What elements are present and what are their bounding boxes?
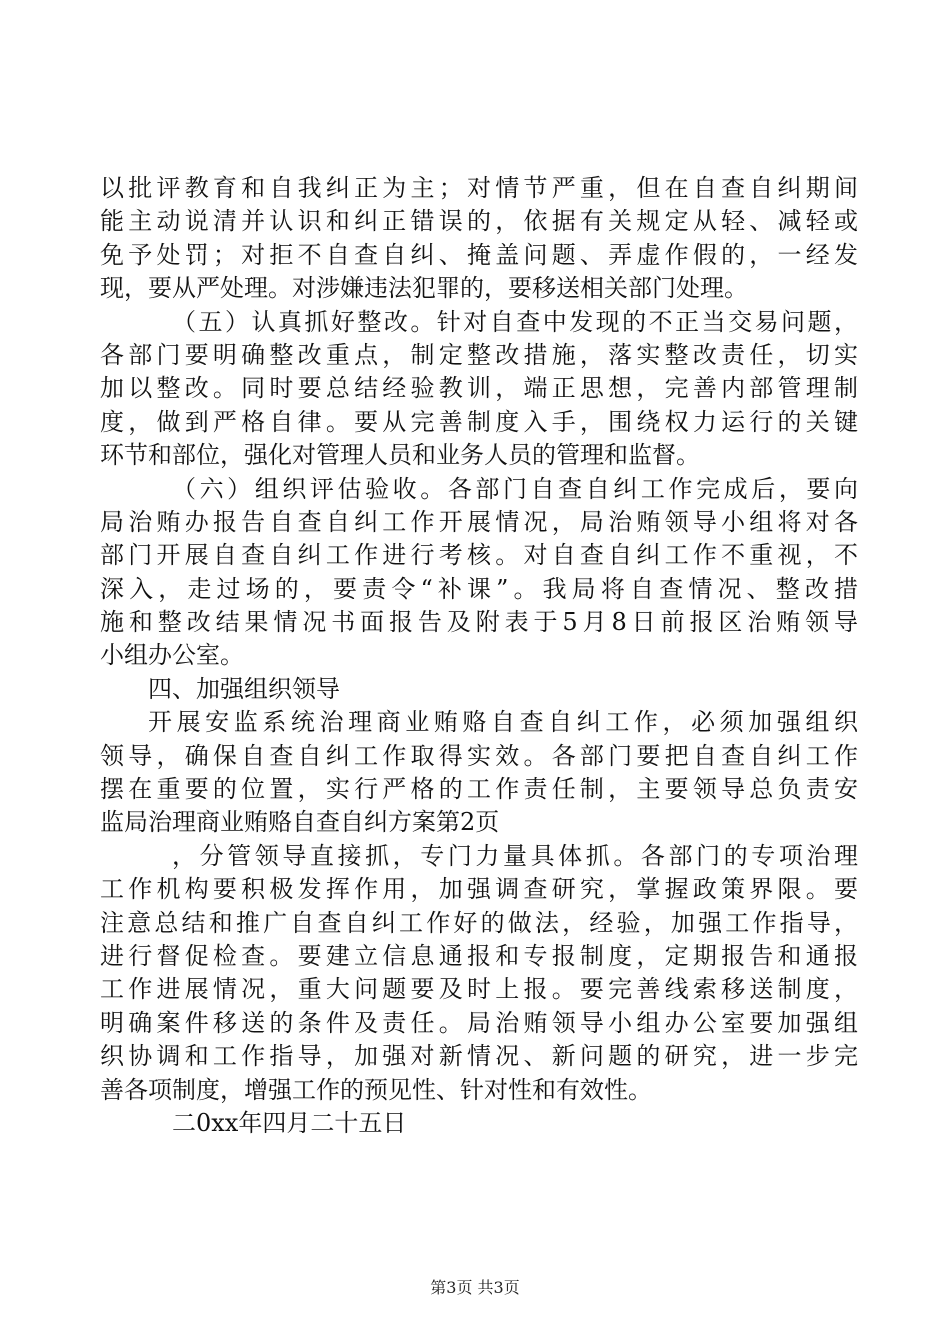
text-line: 监局治理商业贿赂自查自纠方案第2页 — [100, 808, 500, 837]
text-line: 善各项制度，增强工作的预见性、针对性和有效性。 — [100, 1075, 652, 1104]
text-line: 深入，走过场的，要责令“补课”。我局将自查情况、整改措 — [100, 574, 858, 603]
text-line: 二0xx年四月二十五日 — [172, 1108, 407, 1137]
text-line: 进行督促检查。要建立信息通报和专报制度，定期报告和通报 — [100, 941, 858, 970]
text-line: 施和整改结果情况书面报告及附表于5月8日前报区治贿领导 — [100, 608, 858, 637]
text-line: 局治贿办报告自查自纠工作开展情况，局治贿领导小组将对各 — [100, 507, 858, 536]
text-line: 加以整改。同时要总结经验教训，端正思想，完善内部管理制 — [100, 374, 858, 403]
text-line: 小组办公室。 — [100, 641, 244, 670]
text-line: 开展安监系统治理商业贿赂自查自纠工作，必须加强组织 — [148, 708, 858, 737]
text-line: 现，要从严处理。对涉嫌违法犯罪的，要移送相关部门处理。 — [100, 274, 748, 303]
text-line: （五）认真抓好整改。针对自查中发现的不正当交易问题， — [172, 307, 858, 336]
page-footer: 第3页 共3页 — [430, 1278, 520, 1297]
text-line: 领导，确保自查自纠工作取得实效。各部门要把自查自纠工作 — [100, 741, 858, 770]
text-line: 织协调和工作指导，加强对新情况、新问题的研究，进一步完 — [100, 1042, 858, 1071]
text-line: （六）组织评估验收。各部门自查自纠工作完成后，要向 — [172, 474, 858, 503]
text-line: 四、加强组织领导 — [148, 674, 340, 703]
text-line: 工作进展情况，重大问题要及时上报。要完善线索移送制度， — [100, 975, 858, 1004]
text-line: 部门开展自查自纠工作进行考核。对自查自纠工作不重视，不 — [100, 541, 858, 570]
text-line: 环节和部位，强化对管理人员和业务人员的管理和监督。 — [100, 441, 700, 470]
text-line: 免予处罚；对拒不自查自纠、掩盖问题、弄虚作假的，一经发 — [100, 240, 858, 269]
text-line: 注意总结和推广自查自纠工作好的做法，经验，加强工作指导， — [100, 908, 858, 937]
text-line: 明确案件移送的条件及责任。局治贿领导小组办公室要加强组 — [100, 1008, 858, 1037]
text-line: ，分管领导直接抓，专门力量具体抓。各部门的专项治理 — [172, 841, 858, 870]
text-line: 摆在重要的位置，实行严格的工作责任制，主要领导总负责安 — [100, 775, 858, 804]
text-line: 各部门要明确整改重点，制定整改措施，落实整改责任，切实 — [100, 340, 858, 369]
text-line: 度，做到严格自律。要从完善制度入手，围绕权力运行的关键 — [100, 407, 858, 436]
text-line: 能主动说清并认识和纠正错误的，依据有关规定从轻、减轻或 — [100, 207, 858, 236]
document-body — [100, 172, 858, 1140]
text-line: 工作机构要积极发挥作用，加强调查研究，掌握政策界限。要 — [100, 875, 858, 904]
text-line: 以批评教育和自我纠正为主；对情节严重，但在自查自纠期间 — [100, 174, 858, 202]
